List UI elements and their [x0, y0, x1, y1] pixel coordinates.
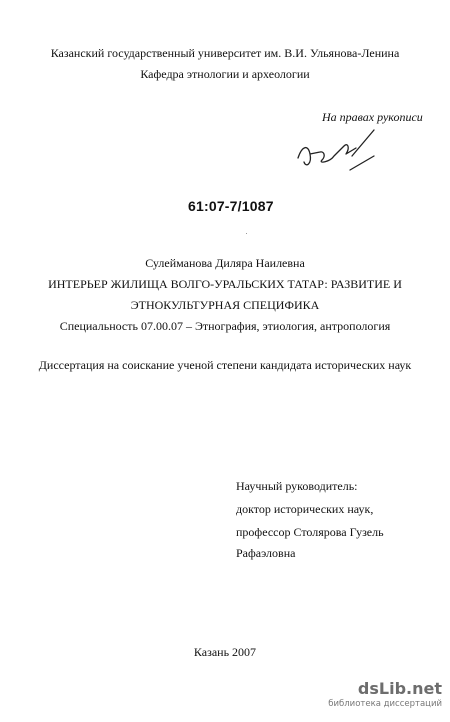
title-line-2: ЭТНОКУЛЬТУРНАЯ СПЕЦИФИКА: [130, 298, 320, 312]
supervisor-degree: доктор исторических наук,: [236, 502, 374, 516]
dslib-watermark: [330, 680, 442, 714]
watermark-logo: [358, 680, 442, 698]
supervisor-patronymic: Рафаэловна: [236, 546, 296, 560]
supervisor-name: профессор Столярова Гузель: [236, 525, 384, 539]
logo-dot: .: [406, 679, 413, 698]
university-name: Казанский государственный университет им. В.И. Ульянова-Ленина: [50, 46, 400, 60]
handwritten-signature: [290, 126, 382, 178]
manuscript-note: На правах рукописи: [322, 110, 423, 124]
catalog-stamp: 61:07-7/1087: [188, 198, 274, 214]
title-line-1: ИНТЕРЬЕР ЖИЛИЩА ВОЛГО-УРАЛЬСКИХ ТАТАР: РАЗВИТИЕ И: [48, 277, 402, 291]
supervisor-label: Научный руководитель:: [236, 479, 358, 493]
scan-speck: [246, 233, 247, 234]
place-year: Казань 2007: [193, 645, 257, 659]
department-name: Кафедра этнологии и археологии: [140, 67, 310, 81]
logo-main: dsLib: [357, 679, 407, 698]
degree-statement: Диссертация на соискание ученой степени кандидата исторических наук: [38, 358, 412, 372]
author-name: Сулейманова Диляра Наилевна: [145, 256, 305, 270]
watermark-caption: библиотека диссертаций: [328, 699, 442, 709]
specialty: Специальность 07.00.07 – Этнография, этиология, антропология: [59, 319, 391, 333]
logo-tld: net: [412, 679, 442, 698]
